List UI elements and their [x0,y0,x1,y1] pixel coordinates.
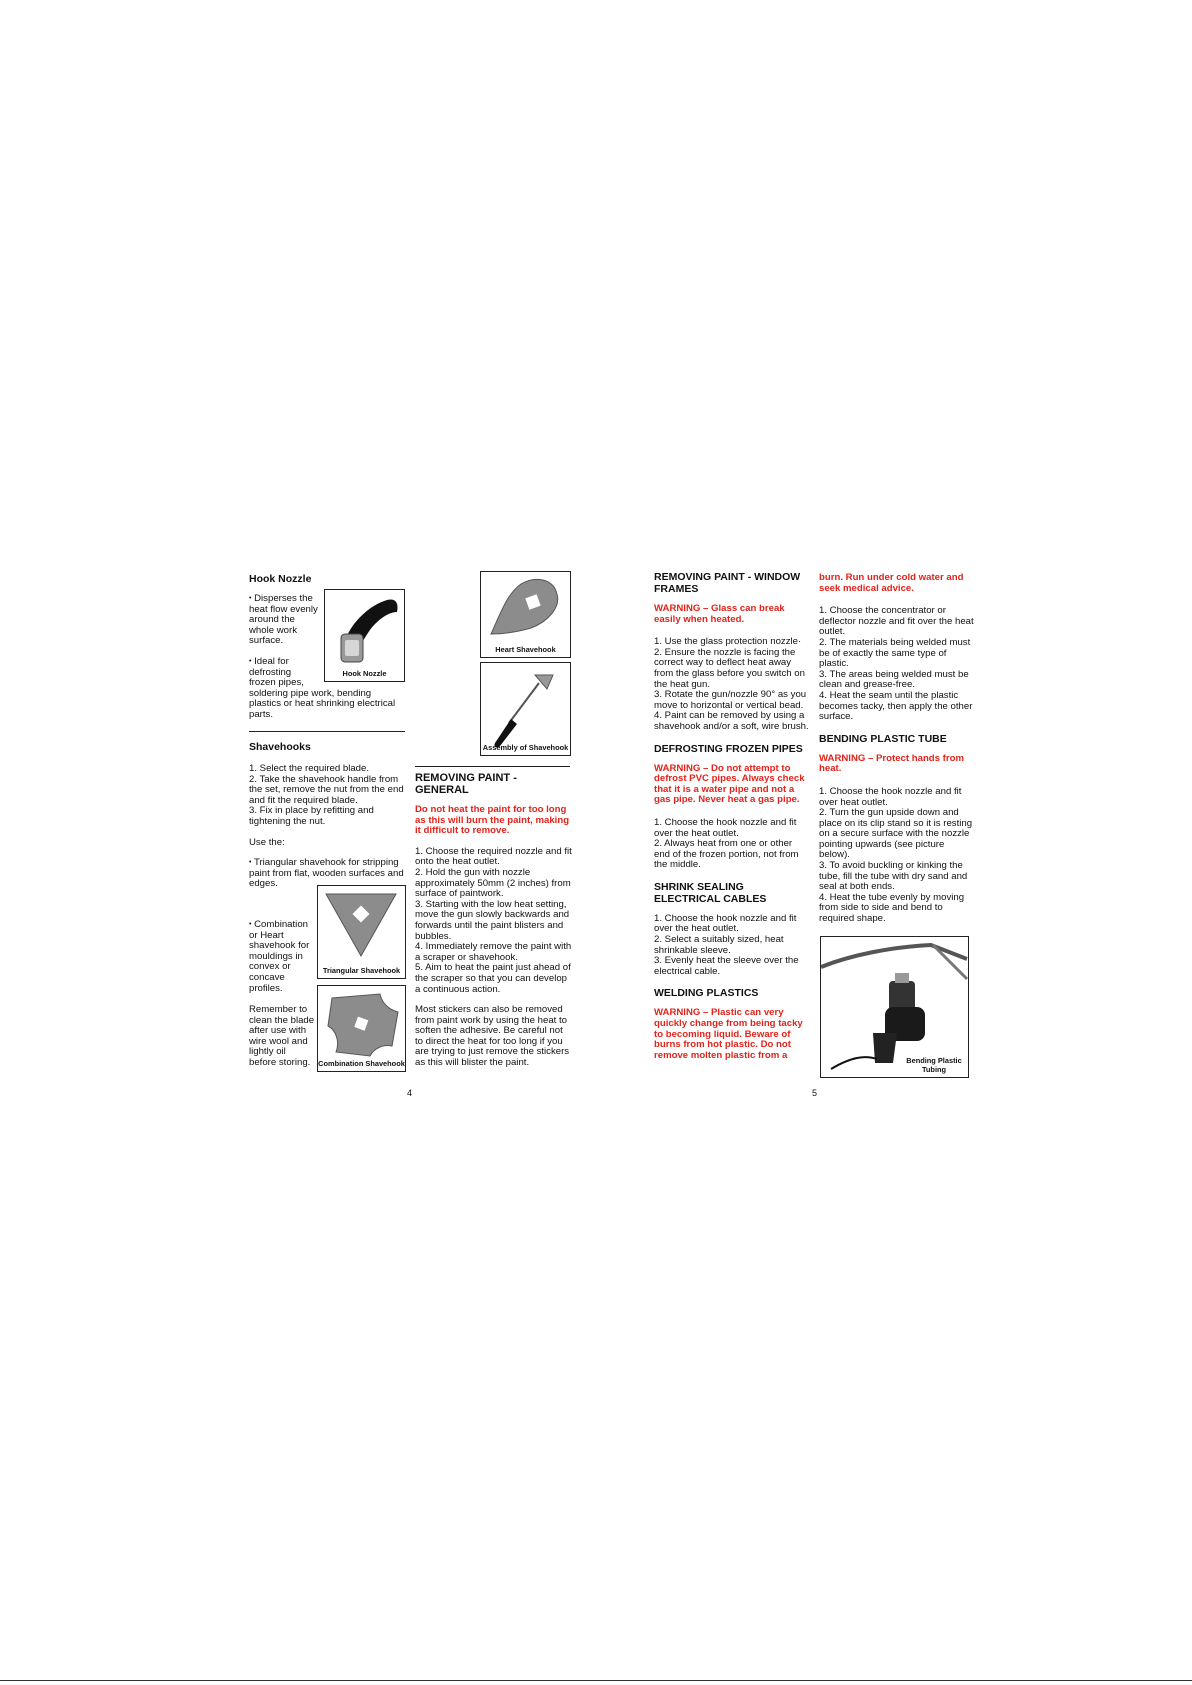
hook-nozzle-heading: Hook Nozzle [249,573,312,585]
step: 3. Rotate the gun/nozzle 90° as you move to horizontal or vertical bead. [654,689,807,711]
heart-shavehook-caption: Heart Shavehook [495,645,556,654]
removing-paint-general-heading: REMOVING PAINT - GENERAL [415,772,517,796]
window-frames-warning: WARNING – Glass can break easily when heated. [654,603,785,625]
hook-nozzle-caption: Hook Nozzle [342,669,387,678]
step: 2. Take the shavehook handle from the set, remove the nut from the end and fit the required blade. [249,773,404,806]
shavehook-assembly-illustration [481,663,570,755]
welding-steps [819,606,975,723]
step: 2. Select a suitably sized, heat shrinkable sleeve. [654,934,784,956]
page-number-5: 5 [812,1088,818,1098]
step: 1. Use the glass protection nozzle· [654,636,802,648]
step: 4. Immediately remove the paint with a scraper or shavehook. [415,941,572,963]
step: 2. The materials being welded must be of exactly the same type of plastic. [819,636,971,670]
step: 4. Heat the seam until the plastic becomes tacky, then apply the other surface. [819,689,973,723]
hook-nozzle-figure [324,589,405,682]
divider [415,766,570,767]
assembly-shavehook-caption: Assembly of Shavehook [482,743,569,752]
hook-nozzle-illustration [325,590,404,681]
triangular-shavehook-caption: Triangular Shavehook [322,966,401,975]
use-the-label: Use the: [249,836,285,848]
combination-shavehook-figure [317,985,406,1072]
step: 3. Starting with the low heat setting, move the gun slowly backwards and forwards until the paint blisters and bubbles. [415,898,570,942]
bending-plastic-caption-line-1: Bending Plastic [906,1056,962,1065]
shavehooks-heading: Shavehooks [249,741,311,753]
shavehooks-section [249,741,407,900]
hook-nozzle-bullet-1-text: Disperses the heat flow evenly around the whole work surface. [249,593,318,647]
bending-plastic-figure [820,936,969,1078]
bending-plastic-caption [904,1056,964,1074]
remember-note: Remember to clean the blade after use with wire wool and lightly oil before storing. [249,1004,315,1068]
bending-heading: BENDING PLASTIC TUBE [819,732,947,745]
stickers-note: Most stickers can also be removed from paint work by using the heat to soften the adhesive. Be careful not to direct the heat for too long if you are trying to just remove the stickers as this will blister the paint. [415,1004,570,1069]
bending-plastic-caption-line-2: Tubing [921,1065,947,1074]
window-frames-steps [654,637,809,732]
welding-warning: WARNING – Plastic can very quickly change from being tacky to becoming liquid. Beware of burns from hot plastic. Do not remove molten plastic from a [654,1007,803,1061]
shrink-sealing-steps [654,914,809,978]
removing-paint-general-warning: Do not heat the paint for too long as this will burn the paint, making it difficult to remove. [415,804,570,837]
bottom-rule [0,1680,1192,1681]
step: 2. Turn the gun upside down and place on its clip stand so it is resting on a secure surface with the nozzle pointing upwards (see picture below). [819,807,973,861]
step: 2. Ensure the nozzle is facing the correct way to deflect heat away from the glass before you switch on the heat gun. [654,646,805,690]
page5-left-column [654,571,809,1071]
page-number-4: 4 [407,1088,413,1098]
step: 1. Choose the required nozzle and fit onto the heat outlet. [415,845,572,868]
step: 1. Choose the hook nozzle and fit over heat outlet. [819,785,962,808]
heart-shavehook-figure [480,571,571,658]
triangular-bullet: • Triangular shavehook for stripping paint from flat, wooden surfaces and edges. [249,857,404,890]
shrink-sealing-heading: SHRINK SEALING ELECTRICAL CABLES [654,880,767,905]
step: 4. Paint can be removed by using a shavehook and/or a soft, wire brush. [654,710,809,732]
defrosting-steps [654,818,809,871]
step: 2. Always heat from one or other end of the frozen portion, not from the middle. [654,838,799,871]
triangular-shavehook-figure [317,885,406,979]
step: 1. Choose the hook nozzle and fit over the heat outlet. [654,912,797,935]
step: 1. Choose the hook nozzle and fit over the heat outlet. [654,816,797,839]
divider [249,731,405,732]
removing-paint-general-section [415,772,573,1079]
page5-right-column [819,573,975,925]
step: 3. To avoid buckling or kinking the tube, fill the tube with dry sand and seal at both ends. [819,860,968,893]
hook-nozzle-bullet-2: • Ideal for defrosting frozen pipes, [249,655,304,689]
welding-heading: WELDING PLASTICS [654,987,759,1000]
step: 3. Evenly heat the sleeve over the electrical cable. [654,955,799,977]
step: 2. Hold the gun with nozzle approximately 50mm (2 inches) from surface of paintwork. [415,866,571,900]
removing-paint-general-steps [415,847,573,995]
step: 1. Choose the concentrator or deflector nozzle and fit over the heat outlet. [819,605,974,638]
welding-warning-continued: burn. Run under cold water and seek medical advice. [819,572,964,594]
hook-nozzle-bullet-1: • Disperses the heat flow evenly around the whole work surface. [249,593,318,647]
step: 1. Select the required blade. [249,763,370,774]
combination-bullet: • Combination or Heart shavehook for mouldings in convex or concave profiles. [249,919,310,994]
hook-nozzle-bullet-2-cont: soldering pipe work, bending plastics or heat shrinking electrical parts. [249,687,396,720]
shavehooks-steps [249,764,407,828]
window-frames-heading: REMOVING PAINT - WINDOW FRAMES [654,571,801,595]
bending-warning: WARNING – Protect hands from heat. [819,752,964,775]
combination-bullet-text: Combination or Heart shavehook for mouldings in convex or concave profiles. [249,919,310,994]
triangular-bullet-text: Triangular shavehook for stripping paint from flat, wooden surfaces and edges. [249,857,404,890]
defrosting-heading: DEFROSTING FROZEN PIPES [654,742,803,755]
step: 3. Fix in place by refitting and tightening the nut. [249,805,374,827]
step: 5. Aim to heat the paint just ahead of the scraper so that you can develop a continuous action. [415,962,571,995]
triangular-shavehook-illustration [318,886,405,978]
bending-steps [819,787,975,925]
step: 3. The areas being welded must be clean and grease-free. [819,668,969,691]
defrosting-warning: WARNING – Do not attempt to defrost PVC pipes. Always check that it is a water pipe and not a gas pipe. Never heat a gas pipe. [654,762,805,806]
assembly-shavehook-figure [480,662,571,756]
combination-shavehook-caption: Combination Shavehook [318,1059,405,1068]
hook-nozzle-bullet-2-text: Ideal for defrosting frozen pipes, [249,655,304,689]
step: 4. Heat the tube evenly by moving from side to side and bend to required shape. [819,891,965,925]
